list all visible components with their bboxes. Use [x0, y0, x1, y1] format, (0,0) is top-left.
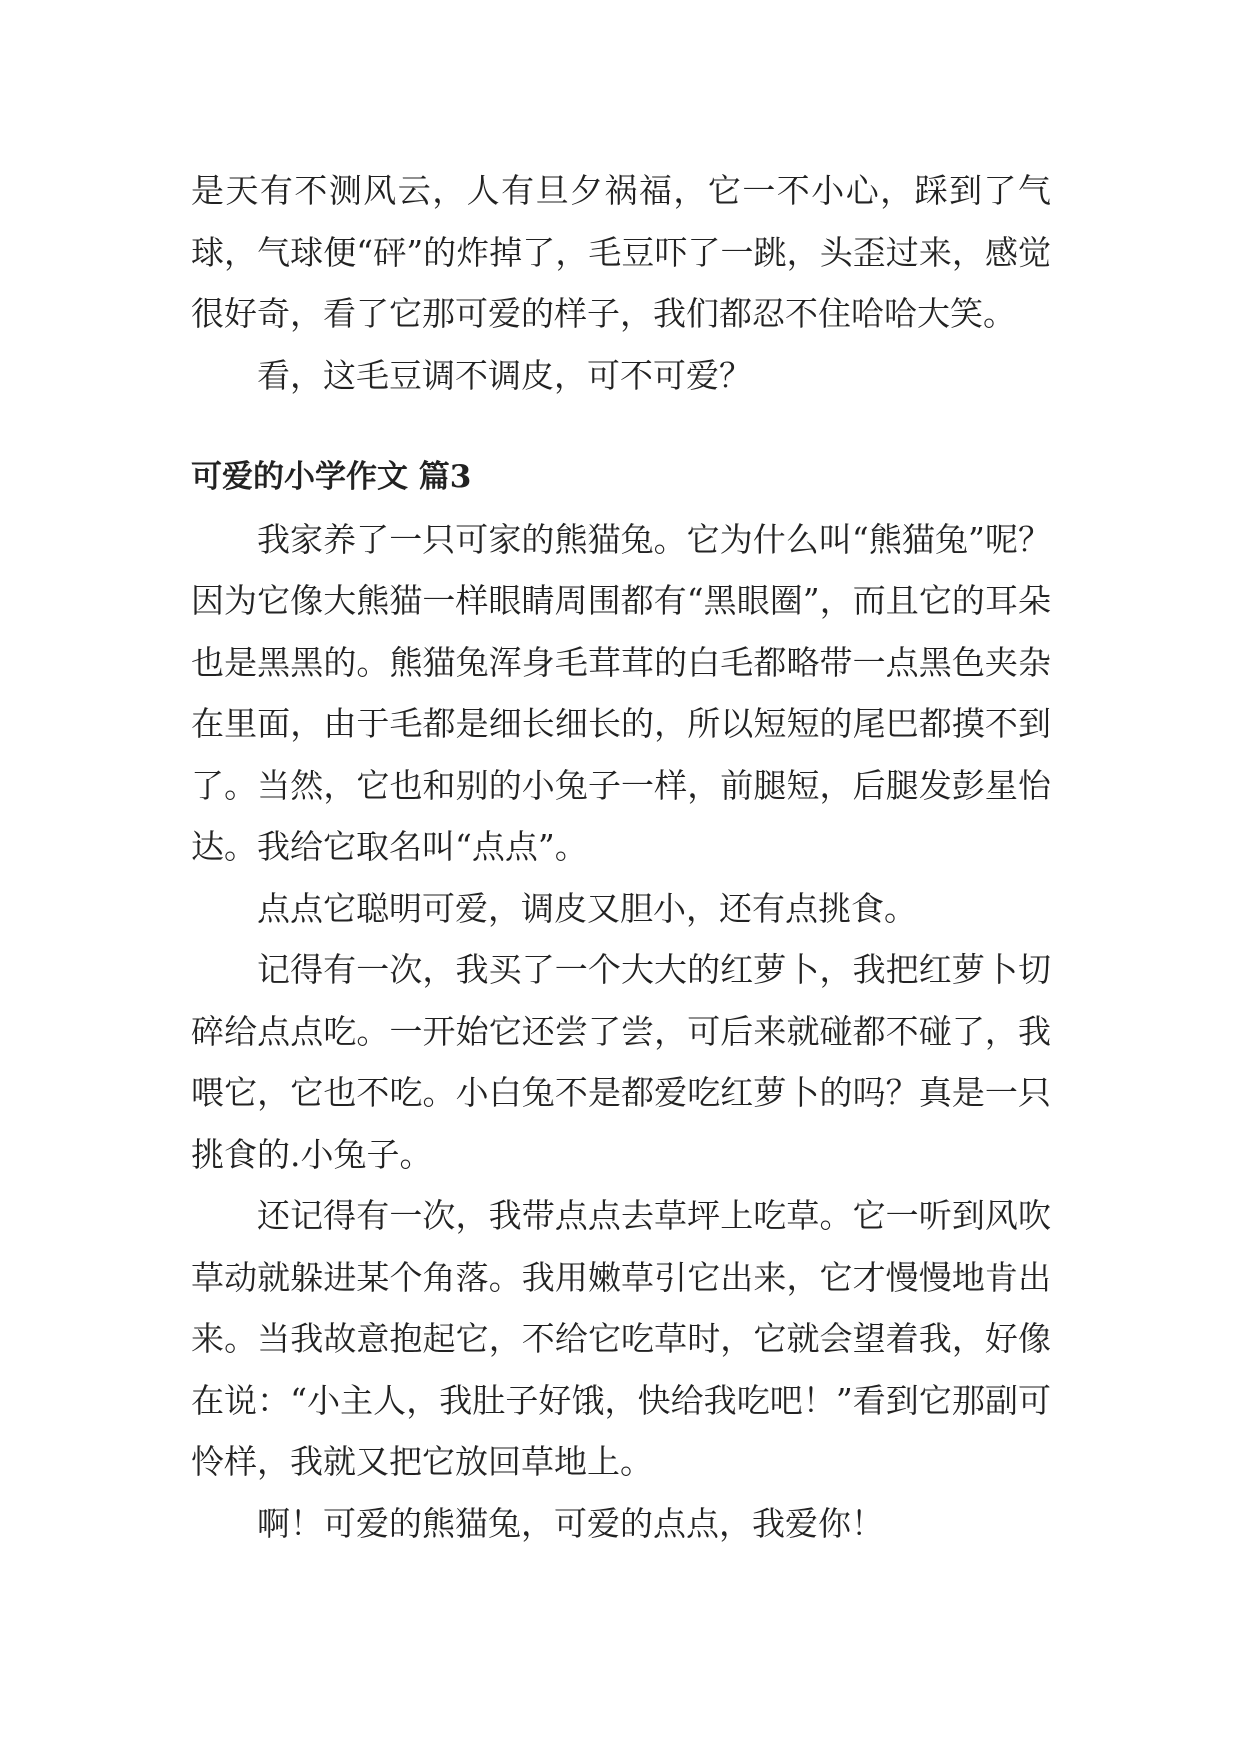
paragraph: 点点它聪明可爱，调皮又胆小，还有点挑食。: [257, 888, 917, 928]
paragraph: 我家养了一只可家的熊猫兔。它为什么叫“熊猫兔”呢？因为它像大熊猫一样眼睛周围都有“黑眼圈”，而且它的耳朵也是黑黑的。熊猫兔浑身毛茸茸的白毛都略带一点黑色夹杂在里面，由于毛都是细长细长的，所以短短的尾巴都摸不到了。当然，它也和别的小兔子一样，前腿短，后腿发彭星怡达。我给它取名叫“点点”。: [191, 519, 1051, 866]
document-body: [191, 160, 1051, 1554]
paragraph: 记得有一次，我买了一个大大的红萝卜，我把红萝卜切碎给点点吃。一开始它还尝了尝，可后来就碰都不碰了，我喂它，它也不吃。小白兔不是都爱吃红萝卜的吗？真是一只挑食的.小兔子。: [191, 950, 1051, 1174]
paragraph-continuation: 是天有不测风云，人有旦夕祸福，它一不小心，踩到了气球，气球便“砰”的炸掉了，毛豆吓了一跳，头歪过来，感觉很好奇，看了它那可爱的样子，我们都忍不住哈哈大笑。: [191, 171, 1051, 333]
paragraph: 还记得有一次，我带点点去草坪上吃草。它一听到风吹草动就躲进某个角落。我用嫩草引它出来，它才慢慢地肯出来。当我故意抱起它，不给它吃草时，它就会望着我，好像在说：“小主人，我肚子好饿，快给我吃吧！”看到它那副可怜样，我就又把它放回草地上。: [191, 1196, 1051, 1481]
paragraph: 看，这毛豆调不调皮，可不可爱？: [257, 355, 752, 395]
paragraph: 啊！可爱的熊猫兔，可爱的点点，我爱你！: [257, 1503, 884, 1543]
section-title: 可爱的小学作文 篇3: [191, 459, 472, 495]
